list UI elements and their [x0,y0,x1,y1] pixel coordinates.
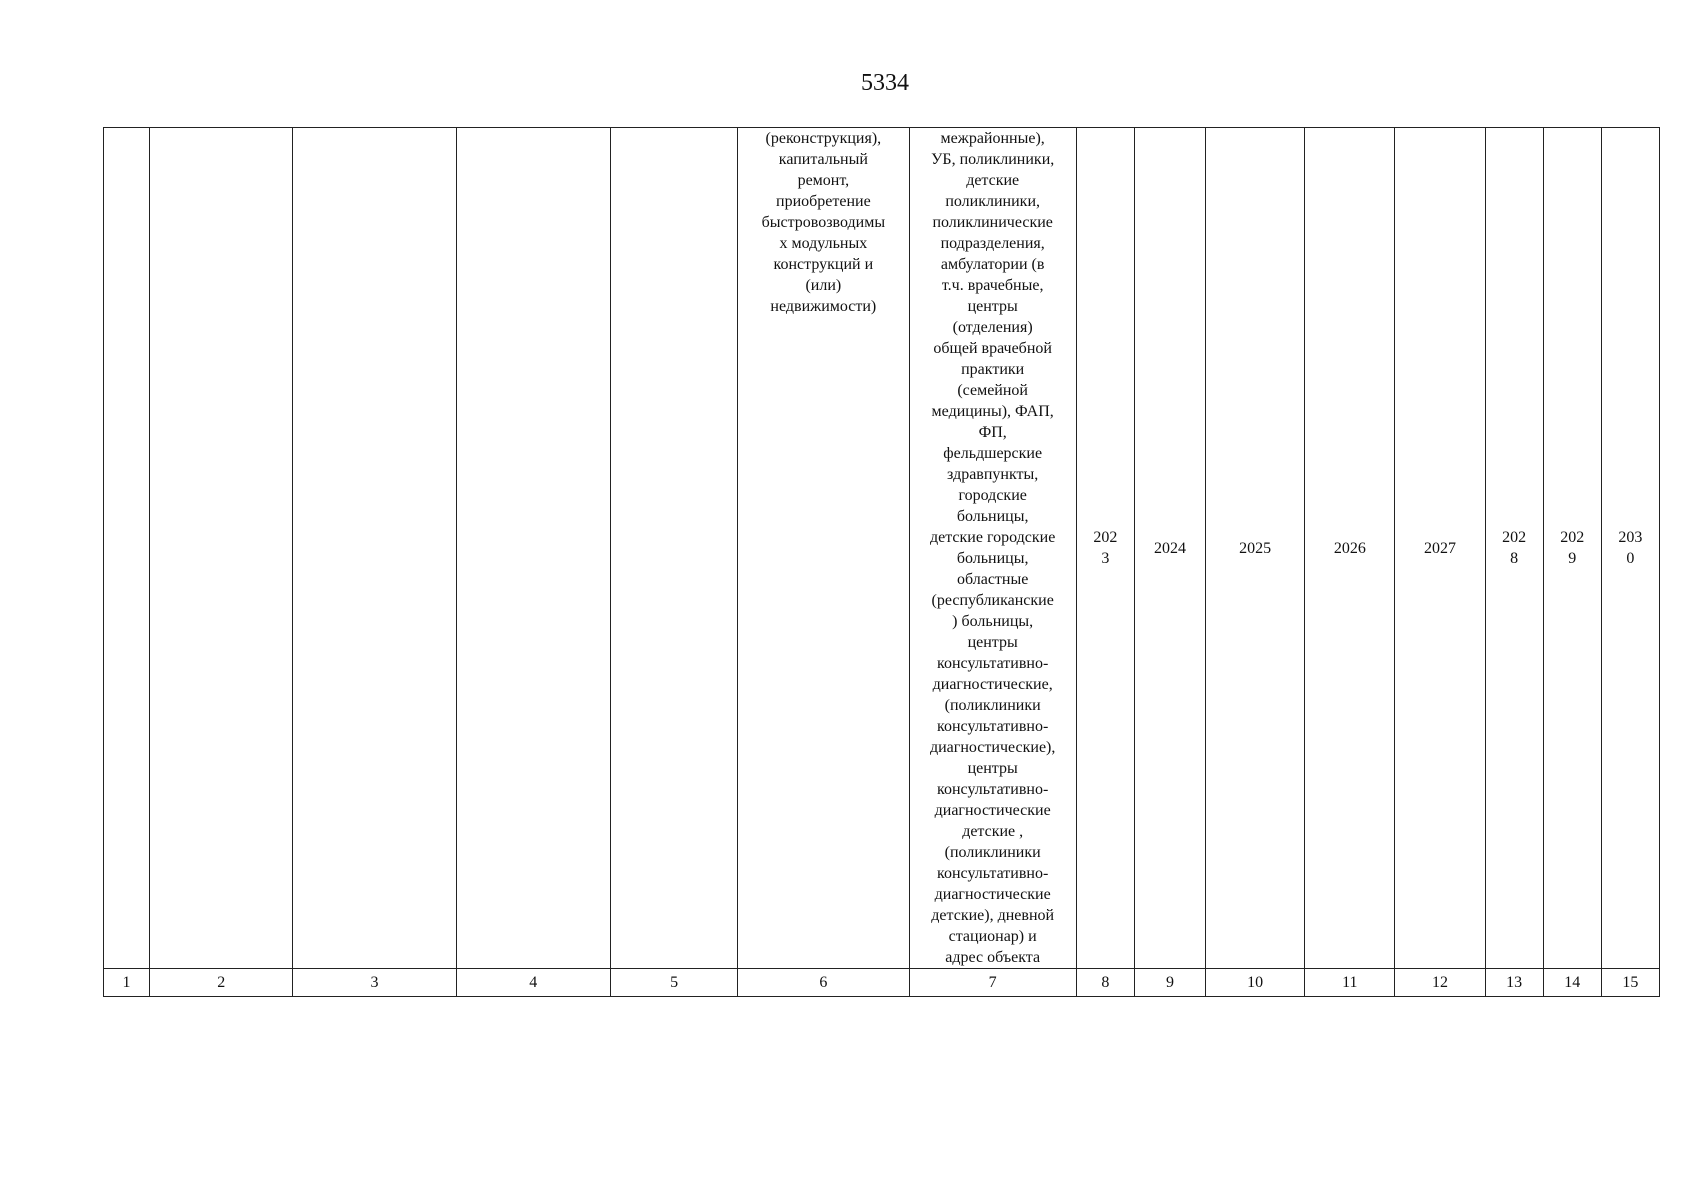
table-cell-work-type [738,128,909,969]
column-number: 2 [150,969,293,997]
document-table [103,127,1660,997]
table-cell-year-2028: 202 8 [1485,128,1543,969]
column-number: 4 [456,969,610,997]
column-number: 14 [1543,969,1601,997]
table-cell-year-2024: 2024 [1134,128,1205,969]
table-cell-year-2025: 2025 [1206,128,1305,969]
table-cell-facility-type [909,128,1076,969]
column-number: 5 [610,969,737,997]
table-row [104,128,1660,969]
column-number: 12 [1395,969,1485,997]
column-number: 1 [104,969,150,997]
table-cell-year-2030: 203 0 [1601,128,1659,969]
table-cell-year-2023: 202 3 [1076,128,1134,969]
column-number: 10 [1206,969,1305,997]
table-cell-col1 [104,128,150,969]
column-number: 7 [909,969,1076,997]
table-cell-year-2029: 202 9 [1543,128,1601,969]
column-number-row [104,969,1660,997]
column-number: 3 [293,969,456,997]
column-number: 6 [738,969,909,997]
column-number: 13 [1485,969,1543,997]
column-number: 11 [1305,969,1395,997]
table-cell-year-2026: 2026 [1305,128,1395,969]
table-cell-col3 [293,128,456,969]
column-number: 9 [1134,969,1205,997]
table-cell-col2 [150,128,293,969]
column-number: 8 [1076,969,1134,997]
table-cell-year-2027: 2027 [1395,128,1485,969]
table-cell-col4 [456,128,610,969]
page-number: 5334 [861,70,909,96]
work-type-text: (реконструкция), капитальный ремонт, приобретение быстровозводимы х модульных конструкций и (или) недвижимости) [761,130,886,315]
table-cell-col5 [610,128,737,969]
facility-type-text: межрайонные), УБ, поликлиники, детские поликлиники, поликлинические подразделения, амбулатории (в т.ч. врачебные, центры (отделения) общей врачебной практики (семейной медицины), ФАП, ФП, фельдшерские здравпункты, городские больницы, детские городские больницы, областные (республиканские ) больницы, центры консультативно- диагностические, (поликлиники консультативно- диагностические), центры консультативно- диагностические детские , (поликлиники консультативно- диагностические детские), дневной стационар) и адрес объекта [929,130,1056,966]
column-number: 15 [1601,969,1659,997]
